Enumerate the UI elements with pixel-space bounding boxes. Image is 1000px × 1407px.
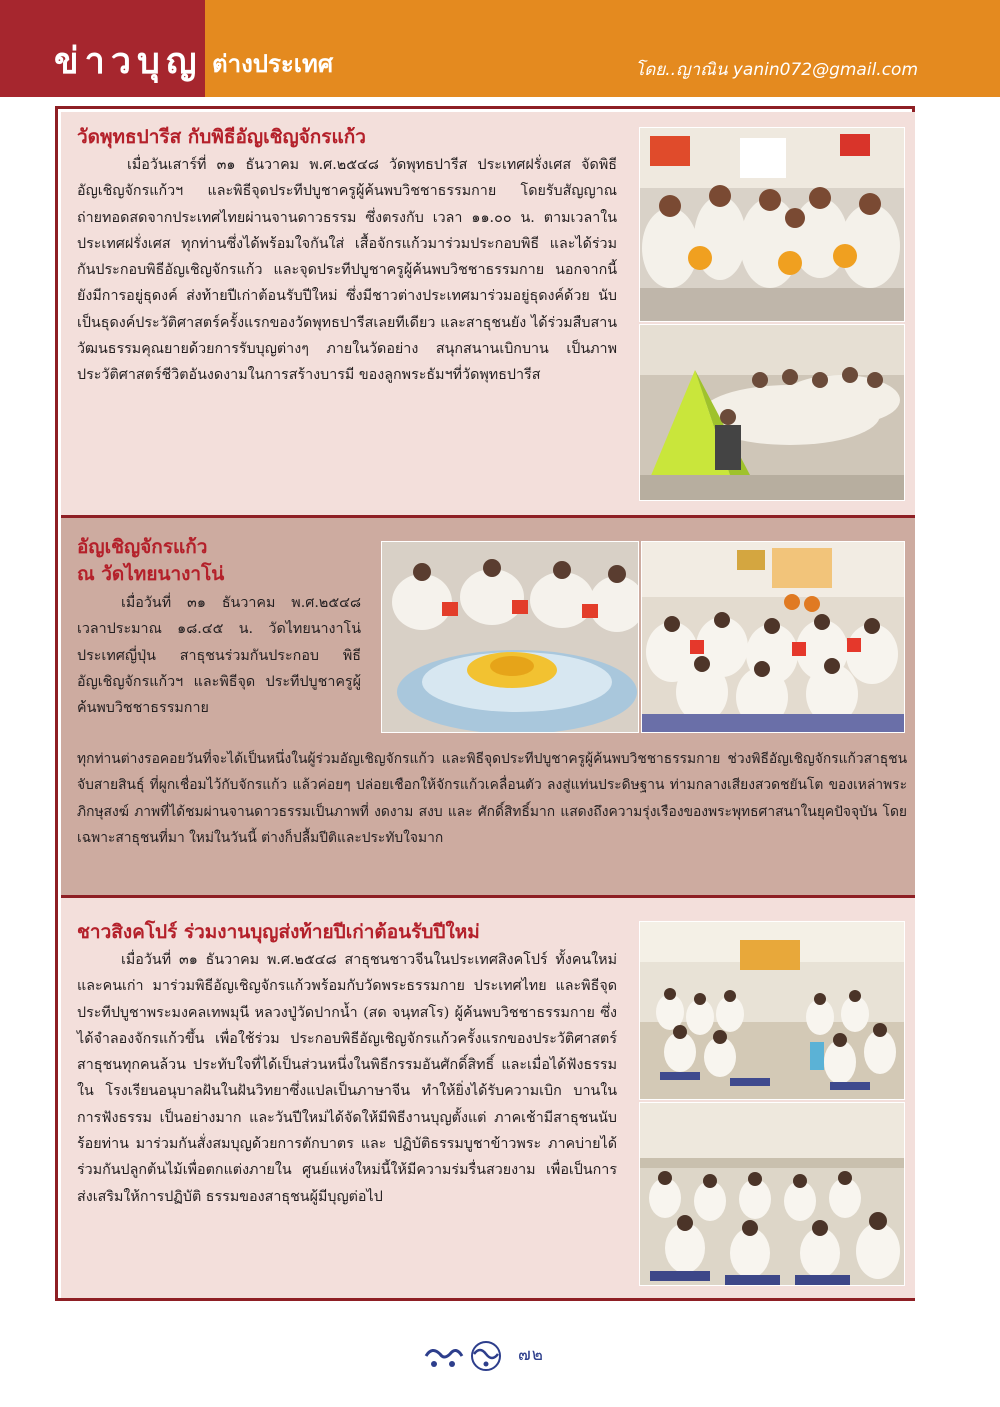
article-body: เมื่อวันเสาร์ที่ ๓๑ ธันวาคม พ.ศ.๒๕๔๘ วัดพุทธปารีส ประเทศฝรั่งเศส จัดพิธีอัญเชิญจักรแก้วฯ และพิธีจุดประทีปบูชาครูผู้ค้นพบวิชชาธรรมกาย โดยรับสัญญาณถ่ายทอดสดจากประเทศไทยผ่านจานดาวธรรม ซึ่งตรงกับ เวลา ๑๑.๐๐ น. ตามเวลาในประเทศฝรั่งเศส ทุกท่านซึ่งได้พร้อมใจกันใส่ เสื้อจักรแก้วมาร่วมประกอบพิธี และได้ร่วมกันประกอบพิธีอัญเชิญจักรแก้ว และจุดประทีปบูชาครูผู้ค้นพบวิชชาธรรมกาย นอกจากนี้ยังมีการอยู่ธุดงค์ ส่งท้ายปีเก่าต้อนรับปีใหม่ ซึ่งมีชาวต่างประเทศมาร่วมอยู่ธุดงค์ด้วย นับ เป็นธุดงค์ประวัติศาสตร์ครั้งแรกของวัดพุทธปารีสเลยทีเดียว และสาธุชนยัง ได้ร่วมสืบสานวัฒนธรรมคุณยายด้วยการรับบุญต่างๆ ภายในวัดอย่าง สนุกสนานเบิกบาน เป็นภาพประวัติศาสตร์ชีวิตอันงดงามในการสร้างบารมี ของลูกพระธัมฯที่วัดพุทธปารีส — [77, 157, 617, 384]
column-subtitle: ต่างประเทศ — [212, 50, 334, 78]
article-body-bottom: ทุกท่านต่างรอคอยวันที่จะได้เป็นหนึ่งในผู้ร่วมอัญเชิญจักรแก้ว และพิธีจุดประทีปบูชาครูผู้ค้นพบวิชชาธรรมกาย ช่วงพิธีอัญเชิญจักรแก้วสาธุชนจับสายสินธุ์ ที่ผูกเชื่อมไว้กับจักรแก้ว แล้วค่อยๆ ปล่อยเชือกให้จักรแก้วเคลื่อนตัว ลงสู่แท่นประดิษฐาน ท่ามกลางเสียงสวดชยันโต ของเหล่าพระภิกษุสงฆ์ ภาพที่ได้ชมผ่านจานดาวธรรมเป็นภาพที่ งดงาม สงบ และ ศักดิ์สิทธิ์มาก แสดงถึงความรุ่งเรืองของพระพุทธศาสนาในยุคปัจจุบัน โดยเฉพาะสาธุชนที่มา ใหม่ในวันนี้ ต่างก็ปลื้มปีติและประทับใจมาก — [77, 751, 907, 846]
photo-paris-group — [639, 127, 905, 322]
photo-singapore-hall — [639, 921, 905, 1100]
magazine-logo — [422, 1338, 514, 1372]
article-paris — [61, 112, 915, 515]
article-body: เมื่อวันที่ ๓๑ ธันวาคม พ.ศ.๒๕๔๘ สาธุชนชาวจีนในประเทศสิงคโปร์ ทั้งคนใหม่และคนเก่า มาร่วมพิธีอัญเชิญจักรแก้วพร้อมกับวัดพระธรรมกาย ประเทศไทย และพิธีจุดประทีปบูชาพระมงคลเทพมุนี หลวงปู่วัดปากน้ำ (สด จนฺทสโร) ผู้ค้นพบวิชชาธรรมกาย ซึ่งได้จำลองจักรแก้วขึ้น เพื่อใช้ร่วม ประกอบพิธีอัญเชิญจักรแก้วครั้งแรกของประวัติศาสตร์ สาธุชนทุกคนล้วน ประทับใจที่ได้เป็นส่วนหนึ่งในพิธีกรรมอันศักดิ์สิทธิ์ และเมื่อได้ฟังธรรมใน โรงเรียนอนุบาลฝันในฝันวิทยาซึ่งแปลเป็นภาษาจีน ทำให้ยิ่งได้รับความเบิก บานในการฟังธรรม เป็นอย่างมาก และวันปีใหม่ได้จัดให้มีพิธีงานบุญตั้งแต่ ภาคเช้ามีสาธุชนนับร้อยท่าน มาร่วมกันสั่งสมบุญด้วยการตักบาตร และ ปฏิบัติธรรมบูชาข้าวพระ ภาคบ่ายได้ร่วมกันปลูกต้นไม้เพื่อตกแต่งภายใน ศูนย์แห่งใหม่นี้ให้มีความร่มรื่นสวยงาม เพื่อเป็นการส่งเสริมให้การปฏิบัติ ธรรมของสาธุชนผู้มีบุญต่อไป — [77, 952, 617, 1205]
column-title: ข่าวบุญ — [54, 41, 203, 82]
article-singapore — [61, 898, 915, 1298]
author-byline: โดย..ญาณิน yanin072@gmail.com — [635, 60, 918, 80]
article-title-line1: อัญเชิญจักรแก้ว — [77, 536, 208, 558]
photo-nagano-ceremony — [641, 541, 905, 733]
photo-singapore-meditation — [639, 1102, 905, 1286]
article-body-top: เมื่อวันที่ ๓๑ ธันวาคม พ.ศ.๒๕๔๘ เวลาประมาณ ๑๘.๔๕ น. วัดไทยนางาโน่ ประเทศญี่ปุ่น สาธุชนร่วมกันประกอบ พิธีอัญเชิญจักรแก้วฯ และพิธีจุด ประทีปบูชาครูผู้ค้นพบวิชชาธรรมกาย — [77, 595, 361, 717]
article-nagano — [61, 518, 915, 895]
article-title-line2: ณ วัดไทยนางาโน่ — [77, 563, 225, 585]
photo-paris-tent — [639, 324, 905, 501]
page-number: ๗๒ — [518, 1345, 544, 1365]
header-orange-band — [205, 0, 1000, 97]
article-title: วัดพุทธปารีส กับพิธีอัญเชิญจักรแก้ว — [77, 126, 366, 148]
article-title: ชาวสิงคโปร์ ร่วมงานบุญส่งท้ายปีเก่าต้อนรับปีใหม่ — [77, 921, 480, 943]
content-frame — [55, 106, 915, 1301]
photo-nagano-crystal-ball — [381, 541, 639, 733]
